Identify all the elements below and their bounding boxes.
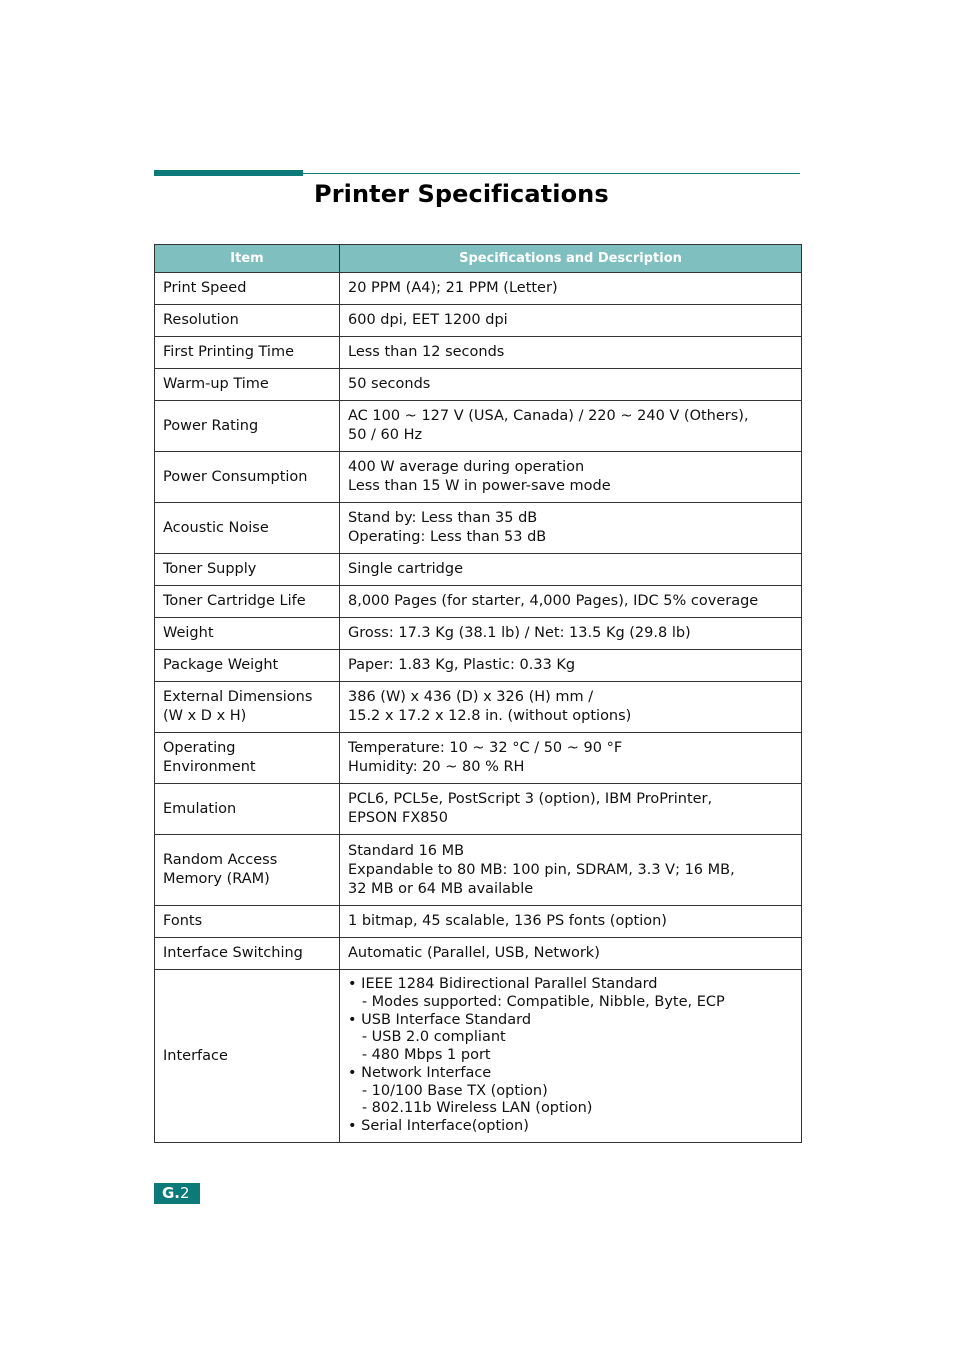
spec-description: 400 W average during operation Less than 15 W in power-save mode xyxy=(340,452,802,503)
spec-item: Fonts xyxy=(155,906,340,938)
spec-item: First Printing Time xyxy=(155,337,340,369)
spec-item: Power Consumption xyxy=(155,452,340,503)
column-header-item: Item xyxy=(155,245,340,273)
table-row xyxy=(155,784,802,835)
spec-item: Interface Switching xyxy=(155,938,340,970)
spec-item: Toner Cartridge Life xyxy=(155,586,340,618)
spec-description: Single cartridge xyxy=(340,554,802,586)
spec-description: AC 100 ~ 127 V (USA, Canada) / 220 ~ 240 V (Others), 50 / 60 Hz xyxy=(340,401,802,452)
page-number-badge xyxy=(154,1183,200,1204)
table-row xyxy=(155,618,802,650)
spec-description: 1 bitmap, 45 scalable, 136 PS fonts (option) xyxy=(340,906,802,938)
spec-description: Less than 12 seconds xyxy=(340,337,802,369)
spec-description: Gross: 17.3 Kg (38.1 lb) / Net: 13.5 Kg (29.8 lb) xyxy=(340,618,802,650)
table-row xyxy=(155,273,802,305)
table-row xyxy=(155,938,802,970)
spec-description: • IEEE 1284 Bidirectional Parallel Standard - Modes supported: Compatible, Nibble, Byte, ECP • USB Interface Standard - USB 2.0 compliant - 480 Mbps 1 port • Network Interface - 10/100 Base TX (option) - 802.11b Wireless LAN (option) • Serial Interface(option) xyxy=(340,970,802,1143)
spec-description: PCL6, PCL5e, PostScript 3 (option), IBM ProPrinter, EPSON FX850 xyxy=(340,784,802,835)
spec-item: Resolution xyxy=(155,305,340,337)
spec-description: Standard 16 MB Expandable to 80 MB: 100 pin, SDRAM, 3.3 V; 16 MB, 32 MB or 64 MB available xyxy=(340,835,802,906)
table-row xyxy=(155,337,802,369)
spec-item: External Dimensions (W x D x H) xyxy=(155,682,340,733)
spec-description: 20 PPM (A4); 21 PPM (Letter) xyxy=(340,273,802,305)
page-section-prefix: G. xyxy=(162,1184,181,1202)
spec-description: 386 (W) x 436 (D) x 326 (H) mm / 15.2 x 17.2 x 12.8 in. (without options) xyxy=(340,682,802,733)
spec-item: Warm-up Time xyxy=(155,369,340,401)
table-row xyxy=(155,682,802,733)
table-row xyxy=(155,452,802,503)
specifications-table xyxy=(154,244,802,1143)
spec-item: Toner Supply xyxy=(155,554,340,586)
header-rule-thick xyxy=(154,170,303,176)
spec-item: Print Speed xyxy=(155,273,340,305)
spec-item: Acoustic Noise xyxy=(155,503,340,554)
table-row xyxy=(155,401,802,452)
table-header-row xyxy=(155,245,802,273)
column-header-description: Specifications and Description xyxy=(340,245,802,273)
spec-item: Package Weight xyxy=(155,650,340,682)
table-row xyxy=(155,733,802,784)
table-row xyxy=(155,970,802,1143)
spec-description: 600 dpi, EET 1200 dpi xyxy=(340,305,802,337)
page-number: 2 xyxy=(180,1184,190,1202)
table-row xyxy=(155,554,802,586)
spec-item: Interface xyxy=(155,970,340,1143)
table-row xyxy=(155,369,802,401)
table-row xyxy=(155,906,802,938)
spec-item: Power Rating xyxy=(155,401,340,452)
spec-item: Random Access Memory (RAM) xyxy=(155,835,340,906)
table-row xyxy=(155,586,802,618)
table-row xyxy=(155,650,802,682)
spec-description: Automatic (Parallel, USB, Network) xyxy=(340,938,802,970)
table-row xyxy=(155,305,802,337)
spec-description: Temperature: 10 ~ 32 °C / 50 ~ 90 °F Humidity: 20 ~ 80 % RH xyxy=(340,733,802,784)
spec-description: 8,000 Pages (for starter, 4,000 Pages), IDC 5% coverage xyxy=(340,586,802,618)
spec-item: Emulation xyxy=(155,784,340,835)
spec-description: Paper: 1.83 Kg, Plastic: 0.33 Kg xyxy=(340,650,802,682)
header-rule-thin xyxy=(303,173,800,174)
table-row xyxy=(155,503,802,554)
page-title: Printer Specifications xyxy=(314,180,609,208)
spec-item: Weight xyxy=(155,618,340,650)
spec-description: 50 seconds xyxy=(340,369,802,401)
spec-description: Stand by: Less than 35 dB Operating: Less than 53 dB xyxy=(340,503,802,554)
spec-item: Operating Environment xyxy=(155,733,340,784)
table-row xyxy=(155,835,802,906)
